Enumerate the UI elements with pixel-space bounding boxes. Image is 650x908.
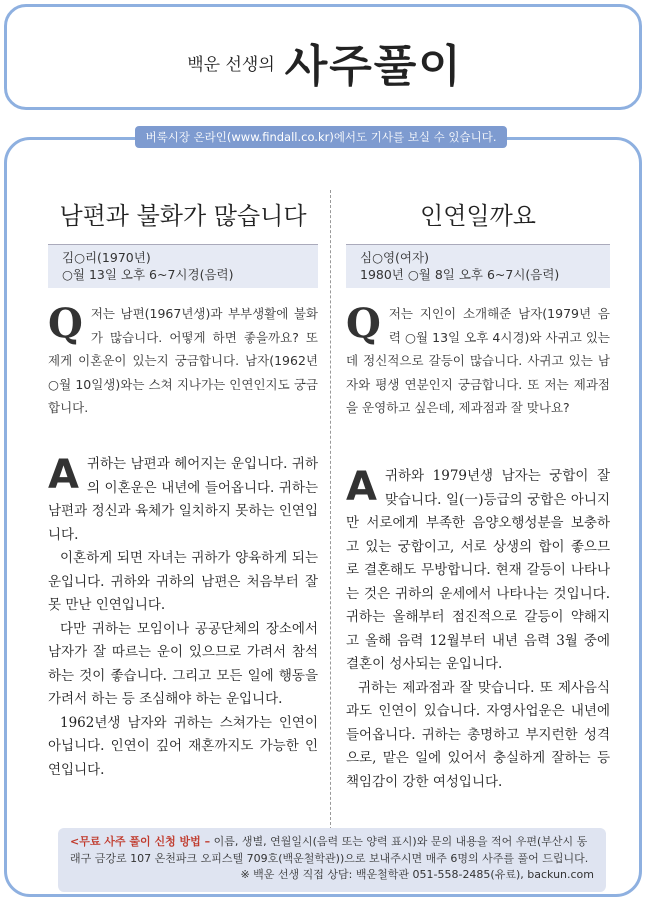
right-answer xyxy=(346,465,610,794)
right-answer-p1: 귀하와 1979년생 남자는 궁합이 잘 맞습니다. 일(一)등급의 궁합은 아니지만 서로에게 부족한 음양오행성분을 보충하고 있는 궁합이고, 서로 상생의 합이 좋으므로 결혼해도 무방합니다. 현재 갈등이 나타나는 것은 귀하의 운세에서 나타나는 것입니다. 귀하는 올해부터 점진적으로 갈등이 약해지고 올해 음력 12월부터 내년 음력 3월 중에 결혼이 성사되는 운입니다. xyxy=(346,468,610,672)
title-main: 사주풀이 xyxy=(284,41,463,92)
right-info-birth: 1980년 ○월 8일 오후 6~7시(음력) xyxy=(360,267,560,282)
left-info-box xyxy=(48,244,318,288)
application-footer xyxy=(58,828,606,892)
left-info-name: 김○리(1970년) xyxy=(62,250,151,265)
left-answer xyxy=(48,453,318,782)
title-subtitle: 백운 선생의 xyxy=(187,54,275,75)
left-answer-p2: 이혼하게 되면 자녀는 귀하가 양육하게 되는 운입니다. 귀하와 귀하의 남편은 처음부터 잘 못 만난 인연입니다. xyxy=(48,550,318,613)
right-q-mark: Q xyxy=(346,300,381,347)
website-banner: 버룩시장 온라인(www.findall.co.kr)에서도 기사를 보실 수 있습니다. xyxy=(135,126,507,148)
left-question-text: 저는 남편(1967년생)과 부부생활에 불화가 많습니다. 어떻게 하면 좋을까요? 또 제게 이혼운이 있는지 궁금합니다. 남자(1962년 ○월 10일생)와는 스쳐 지나가는 인연인지도 궁금합니다. xyxy=(48,306,318,415)
footer-text: 이름, 생별, 연월일시(음력 또는 양력 표시)와 문의 내용을 적어 우편(부산시 동래구 금강로 107 온천파크 오피스텔 709호(백운철학관))으로 보내주시면 매주 6명의 사주를 풀어 드립니다. xyxy=(70,835,589,865)
right-info-name: 심○영(여자) xyxy=(360,250,429,265)
left-a-mark: A xyxy=(48,452,79,498)
right-question xyxy=(346,302,610,420)
footer-lead: <무료 사주 풀이 신청 방법 – xyxy=(70,835,211,848)
left-answer-p1: 귀하는 남편과 헤어지는 운입니다. 귀하의 이혼운은 내년에 들어옵니다. 귀하는 남편과 정신과 육체가 일치하지 못하는 인연입니다. xyxy=(48,456,318,543)
footer-contact: ※ 백운 선생 직접 상담: 백운철학관 051-558-2485(유료), backun.com xyxy=(240,868,594,881)
left-question xyxy=(48,302,318,420)
left-info-birth: ○월 13일 오후 6~7시경(음력) xyxy=(62,267,234,282)
column-divider xyxy=(330,190,331,830)
left-headline: 남편과 불화가 많습니다 xyxy=(59,202,307,230)
right-answer-p2: 귀하는 제과점과 잘 맞습니다. 또 제사음식과도 인연이 있습니다. 자영사업운은 내년에 들어옵니다. 귀하는 총명하고 부지런한 성격으로, 맡은 일에 있어서 충실하게 잘하는 등 책임감이 강한 여성입니다. xyxy=(346,679,610,790)
left-q-mark: Q xyxy=(48,300,83,347)
left-answer-p4: 1962년생 남자와 귀하는 스쳐가는 인연이 아닙니다. 인연이 깊어 재혼까지도 가능한 인연입니다. xyxy=(48,714,318,778)
right-question-text: 저는 지인이 소개해준 남자(1979년 음력 ○월 13일 오후 4시경)와 사귀고 있는데 정신적으로 갈등이 많습니다. 사귀고 있는 남자와 평생 연분인지 궁금합니다. 또 저는 제과점을 운영하고 싶은데, 제과점과 잘 맞나요? xyxy=(346,306,610,415)
right-info-box xyxy=(346,244,610,288)
right-headline: 인연일까요 xyxy=(420,202,536,230)
left-answer-p3: 다만 귀하는 모임이나 공공단체의 장소에서 남자가 잘 따르는 운이 있으므로 가려서 참석하는 것이 좋습니다. 그리고 모든 일에 행동을 가려서 하는 등 조심해야 하는 운입니다. xyxy=(48,620,318,707)
right-a-mark: A xyxy=(346,464,377,510)
page-title xyxy=(0,30,650,94)
